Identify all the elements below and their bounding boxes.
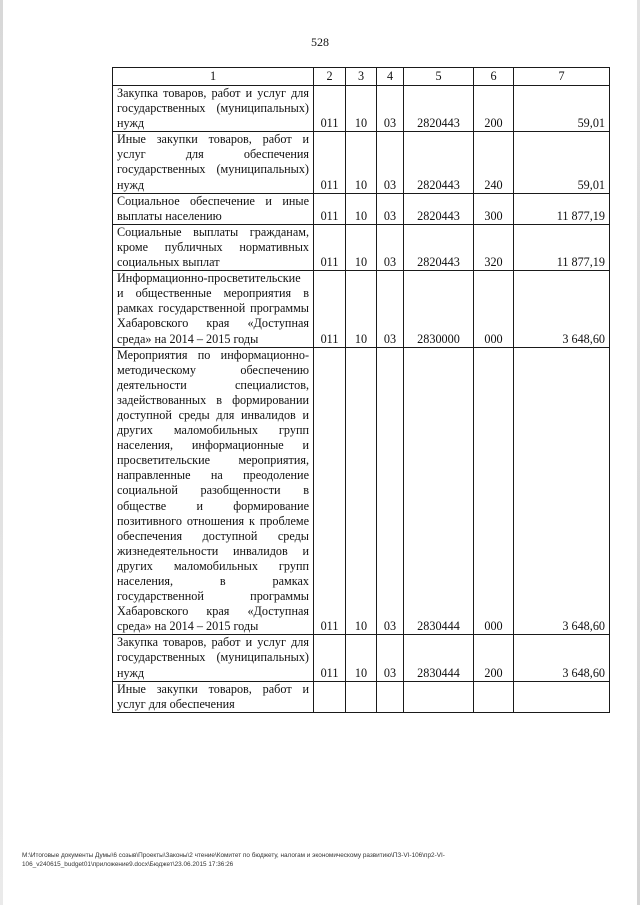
table-row bbox=[113, 681, 610, 712]
item-name: Иные закупки товаров, работ и услуг для обеспечения государственных (муниципальных) нужд bbox=[113, 132, 314, 193]
target-article-code: 2830000 bbox=[404, 271, 474, 347]
section-code: 10 bbox=[346, 271, 377, 347]
file-path-line: M:\Итоговые документы Думы\6 созыв\Проекты\Законы\2 чтение\Комитет по бюджету, налогам и экономическому развитию\ПЗ-VI-106\пр2-VI- bbox=[22, 852, 445, 859]
table-row bbox=[113, 271, 610, 347]
section-code: 10 bbox=[346, 86, 377, 132]
amount: 11 877,19 bbox=[514, 193, 610, 224]
table-row bbox=[113, 86, 610, 132]
header-row bbox=[113, 68, 610, 86]
header-cell: 1 bbox=[113, 68, 314, 86]
ministry-code: 011 bbox=[314, 86, 346, 132]
table-row bbox=[113, 635, 610, 681]
ministry-code: 011 bbox=[314, 193, 346, 224]
target-article-code: 2830444 bbox=[404, 347, 474, 635]
expense-type-code: 320 bbox=[474, 224, 514, 270]
ministry-code bbox=[314, 681, 346, 712]
file-path-footer bbox=[22, 851, 622, 869]
expense-type-code: 240 bbox=[474, 132, 514, 193]
subsection-code: 03 bbox=[377, 86, 404, 132]
table-row bbox=[113, 224, 610, 270]
ministry-code: 011 bbox=[314, 635, 346, 681]
target-article-code bbox=[404, 681, 474, 712]
file-path-line: 106_v240615_budget01\приложение9.docx\Бюджет\23.06.2015 17:36:26 bbox=[22, 861, 234, 868]
ministry-code: 011 bbox=[314, 132, 346, 193]
subsection-code: 03 bbox=[377, 224, 404, 270]
header-cell: 4 bbox=[377, 68, 404, 86]
amount: 59,01 bbox=[514, 132, 610, 193]
subsection-code: 03 bbox=[377, 347, 404, 635]
target-article-code: 2820443 bbox=[404, 224, 474, 270]
item-name: Закупка товаров, работ и услуг для государственных (муниципальных) нужд bbox=[113, 635, 314, 681]
subsection-code: 03 bbox=[377, 132, 404, 193]
target-article-code: 2820443 bbox=[404, 193, 474, 224]
section-code: 10 bbox=[346, 224, 377, 270]
header-cell: 3 bbox=[346, 68, 377, 86]
amount: 3 648,60 bbox=[514, 347, 610, 635]
target-article-code: 2830444 bbox=[404, 635, 474, 681]
item-name: Иные закупки товаров, работ и услуг для обеспечения bbox=[113, 681, 314, 712]
header-cell: 5 bbox=[404, 68, 474, 86]
item-name: Мероприятия по информационно-методическому обеспечению деятельности специалистов, задействованных в формировании доступной среды для инвалидов и других маломобильных групп населения, информационные и просветительские мероприятия, направленные на преодоление социальной разобщенности в обществе и формирование позитивного отношения к проблеме обеспечения доступной среды жизнедеятельности инвалидов и других маломобильных групп населения, в рамках государственной программы Хабаровского края «Доступная среда» на 2014 – 2015 годы bbox=[113, 347, 314, 635]
subsection-code: 03 bbox=[377, 271, 404, 347]
amount: 3 648,60 bbox=[514, 635, 610, 681]
target-article-code: 2820443 bbox=[404, 86, 474, 132]
amount: 11 877,19 bbox=[514, 224, 610, 270]
expense-type-code: 200 bbox=[474, 86, 514, 132]
amount bbox=[514, 681, 610, 712]
page-number: 528 bbox=[311, 35, 329, 49]
item-name: Информационно-просветительские и общественные мероприятия в рамках государственной программы Хабаровского края «Доступная среда» на 2014 – 2015 годы bbox=[113, 271, 314, 347]
ministry-code: 011 bbox=[314, 347, 346, 635]
table-row bbox=[113, 132, 610, 193]
item-name: Социальные выплаты гражданам, кроме публичных нормативных социальных выплат bbox=[113, 224, 314, 270]
item-name: Закупка товаров, работ и услуг для государственных (муниципальных) нужд bbox=[113, 86, 314, 132]
section-code: 10 bbox=[346, 132, 377, 193]
expense-type-code: 000 bbox=[474, 271, 514, 347]
table-row bbox=[113, 193, 610, 224]
subsection-code: 03 bbox=[377, 193, 404, 224]
amount: 59,01 bbox=[514, 86, 610, 132]
ministry-code: 011 bbox=[314, 224, 346, 270]
subsection-code bbox=[377, 681, 404, 712]
ministry-code: 011 bbox=[314, 271, 346, 347]
expense-type-code: 200 bbox=[474, 635, 514, 681]
budget-table bbox=[112, 67, 610, 713]
header-cell: 2 bbox=[314, 68, 346, 86]
subsection-code: 03 bbox=[377, 635, 404, 681]
scan-edge-left bbox=[0, 0, 3, 905]
expense-type-code: 300 bbox=[474, 193, 514, 224]
header-cell: 7 bbox=[514, 68, 610, 86]
section-code: 10 bbox=[346, 193, 377, 224]
section-code: 10 bbox=[346, 635, 377, 681]
target-article-code: 2820443 bbox=[404, 132, 474, 193]
table-row bbox=[113, 347, 610, 635]
expense-type-code: 000 bbox=[474, 347, 514, 635]
expense-type-code bbox=[474, 681, 514, 712]
section-code bbox=[346, 681, 377, 712]
header-cell: 6 bbox=[474, 68, 514, 86]
section-code: 10 bbox=[346, 347, 377, 635]
item-name: Социальное обеспечение и иные выплаты населению bbox=[113, 193, 314, 224]
amount: 3 648,60 bbox=[514, 271, 610, 347]
